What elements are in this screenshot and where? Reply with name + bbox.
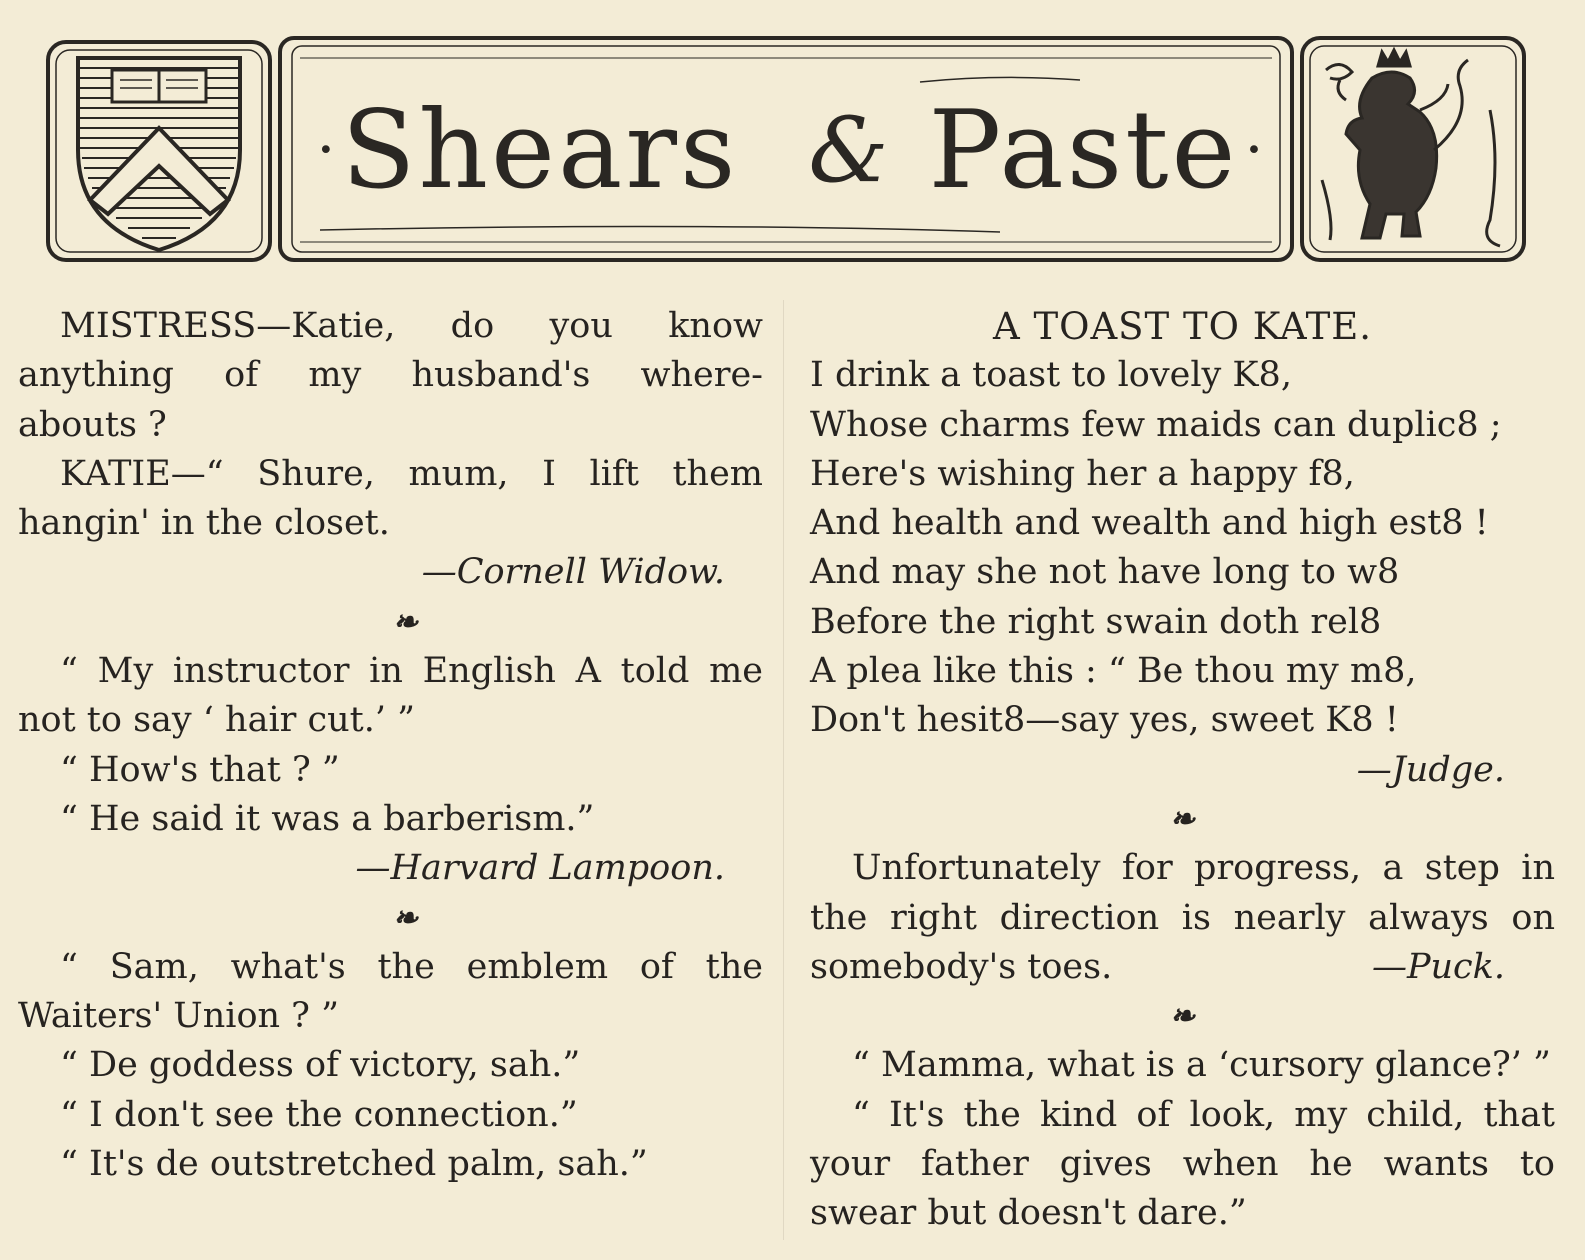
title-ampersand: & [808,97,889,203]
joke-line: abouts ? [18,404,167,445]
poem-line: Whose charms few maids can duplic8 ; [810,404,1502,445]
joke-mistress-katie [18,302,763,598]
joke-line: KATIE—“ Shure, mum, I lift them [60,453,763,494]
joke-line: “ It's the kind of look, my child, that [852,1094,1555,1135]
poem-toast-to-kate [810,302,1555,795]
poem-line: A plea like this : “ Be thou my m8, [810,651,1417,692]
joke-line: “ De goddess of victory, sah.” [60,1045,581,1086]
joke-line: “ He said it was a barberism.” [60,798,595,839]
joke-line: not to say ‘ hair cut.’ ” [18,700,415,741]
joke-line: MISTRESS—Katie, do you know [60,306,763,346]
source-attribution: —Judge. [1356,749,1505,790]
joke-waiters-union [18,943,763,1189]
poem-line: Don't hesit8—say yes, sweet K8 ! [810,700,1399,741]
joke-line: “ Mamma, what is a ‘cursory glance?’ ” [852,1045,1551,1086]
leaf-ornament-icon: ❧ [1169,999,1196,1035]
masthead-title [300,60,1280,240]
joke-line: “ It's de outstretched palm, sah.” [60,1144,648,1185]
left-emblem-panel [48,42,270,260]
title-dot-left: · [316,115,336,185]
joke-line: your father gives when he wants to [810,1144,1555,1185]
joke-line: “ My instructor in English A told me [60,651,763,692]
title-word-shears: Shears [341,87,739,213]
poem-line: Before the right swain doth rel8 [810,601,1382,642]
source-attribution: —Cornell Widow. [421,552,725,593]
poem-title: A TOAST TO KATE. [992,305,1373,348]
joke-cursory-glance [810,1041,1555,1238]
shield-icon [78,58,240,250]
joke-line: the right direction is nearly always on [810,897,1555,938]
title-dot-right: · [1244,115,1264,185]
leaf-ornament-icon: ❧ [392,604,419,640]
joke-line: “ How's that ? ” [60,749,340,790]
source-attribution: —Harvard Lampoon. [355,848,725,889]
joke-line: Unfortunately for progress, a step in [852,848,1555,889]
leaf-ornament-icon: ❧ [392,900,419,936]
joke-barberism [18,647,763,893]
joke-progress [810,844,1555,992]
page-fold-crease [783,300,784,1240]
joke-line-with-source [810,943,1555,992]
masthead-banner [0,0,1585,290]
source-attribution: —Puck. [1371,946,1505,987]
joke-line: somebody's toes. [810,946,1113,987]
poem-line: I drink a toast to lovely K8, [810,355,1292,396]
title-word-paste: Paste [928,87,1239,213]
leaf-ornament-icon: ❧ [1169,801,1196,837]
joke-line: swear but doesn't dare.” [810,1193,1247,1234]
right-emblem-panel [1302,38,1524,260]
lion-icon [1322,50,1500,246]
joke-line: “ Sam, what's the emblem of the [60,946,763,987]
poem-line: Here's wishing her a happy f8, [810,453,1355,494]
right-column [810,302,1555,1239]
poem-line: And may she not have long to w8 [810,552,1400,593]
poem-line: And health and wealth and high est8 ! [810,503,1489,544]
joke-line: “ I don't see the connection.” [60,1094,578,1135]
joke-line: hangin' in the closet. [18,503,390,544]
book-icon [112,70,206,102]
joke-line: anything of my husband's where- [18,355,763,396]
left-column [18,302,763,1189]
joke-line: Waiters' Union ? ” [18,996,339,1037]
